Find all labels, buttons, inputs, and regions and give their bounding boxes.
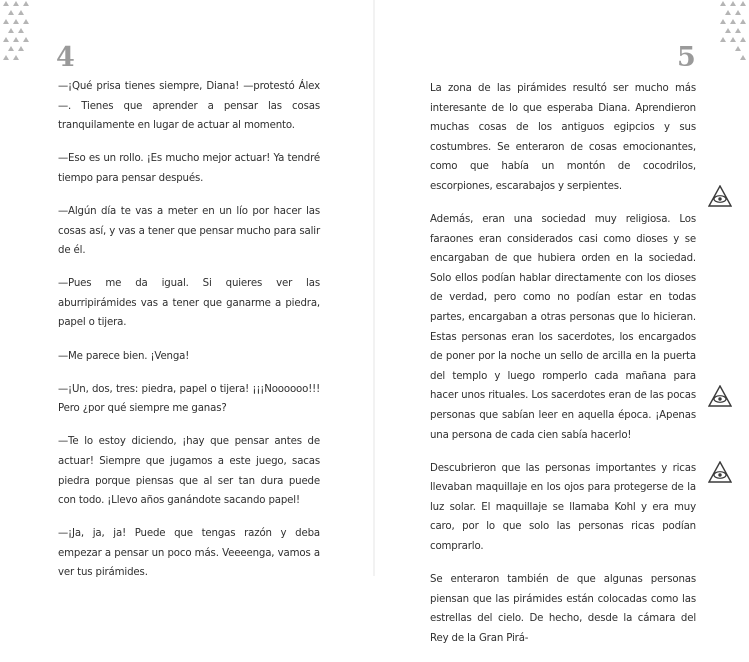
paragraph: —Algún día te vas a meter en un lío por hacer las cosas así, y vas a tener que pensar mucho para salir de él. bbox=[58, 205, 320, 257]
paragraph: —¡Qué prisa tienes siempre, Diana! —protestó Álex—. Tienes que aprender a pensar las cosas tranquilamente en lugar de actuar al momento. bbox=[58, 81, 320, 132]
eye-pyramid-icon bbox=[708, 385, 732, 407]
right-page-text bbox=[430, 79, 696, 662]
eye-pyramid-icon bbox=[708, 185, 732, 207]
paragraph: —¡Ja, ja, ja! Puede que tengas razón y deba empezar a pensar un poco más. Veeeenga, vamos a ver tus pirámides. bbox=[58, 528, 320, 579]
left-page-text bbox=[58, 77, 320, 596]
paragraph: Se enteraron también de que algunas personas piensan que las pirámides están colocadas como las estrellas del cielo. De hecho, desde la cámara del Rey de la Gran Pirá- bbox=[430, 574, 696, 644]
eye-pyramid-icon bbox=[708, 461, 732, 483]
paragraph: —Te lo estoy diciendo, ¡hay que pensar antes de actuar! Siempre que jugamos a este juego, sacas piedra porque piensas que al ser tan dura puede con todo. ¡Llevo años ganándote sacando papel! bbox=[58, 436, 320, 507]
paragraph: —Eso es un rollo. ¡Es mucho mejor actuar! Ya tendré tiempo para pensar después. bbox=[58, 153, 320, 184]
triangle-pattern-decoration bbox=[0, 0, 34, 68]
paragraph: —Me parece bien. ¡Venga! bbox=[58, 350, 190, 362]
paragraph: La zona de las pirámides resultó ser mucho más interesante de lo que esperaba Diana. Aprendieron muchas cosas de los antiguos egipcios y sus costumbres. Se enteraron de cosas emocionantes, como que había un montón de cocodrilos, escorpiones, escarabajos y serpientes. bbox=[430, 83, 696, 192]
page-number: 5 bbox=[677, 42, 696, 73]
paragraph: Descubrieron que las personas importantes y ricas llevaban maquillaje en los ojos para protegerse de la luz solar. El maquillaje se llamaba Kohl y era muy caro, por lo que solo las personas ricas podían comprarlo. bbox=[430, 462, 696, 553]
paragraph: —¡Un, dos, tres: piedra, papel o tijera! ¡¡¡Noooooo!!! Pero ¿por qué siempre me ganas? bbox=[58, 383, 320, 415]
right-page bbox=[375, 0, 749, 644]
paragraph: Además, eran una sociedad muy religiosa. Los faraones eran considerados casi como dioses y se encargaban de que hubiera orden en la sociedad. Solo ellos podían hablar directamente con los dioses de verdad, pero como no podían estar en todas partes, encargaban a otras personas que lo hicieran. Estas personas eran los sacerdotes, los encargados de poner por la noche un sello de arcilla en la puerta del templo y luego romperlo cada mañana para hacer unos rituales. Los sacerdotes eran de las pocas personas que sabían leer en aquella época. ¡Apenas una persona de cada cien sabía hacerlo! bbox=[430, 214, 696, 441]
page-number: 4 bbox=[56, 42, 75, 73]
left-page bbox=[0, 0, 374, 579]
triangle-pattern-decoration bbox=[718, 0, 749, 68]
paragraph: —Pues me da igual. Si quieres ver las aburripirámides vas a tener que ganarme a piedra, papel o tijera. bbox=[58, 278, 320, 329]
